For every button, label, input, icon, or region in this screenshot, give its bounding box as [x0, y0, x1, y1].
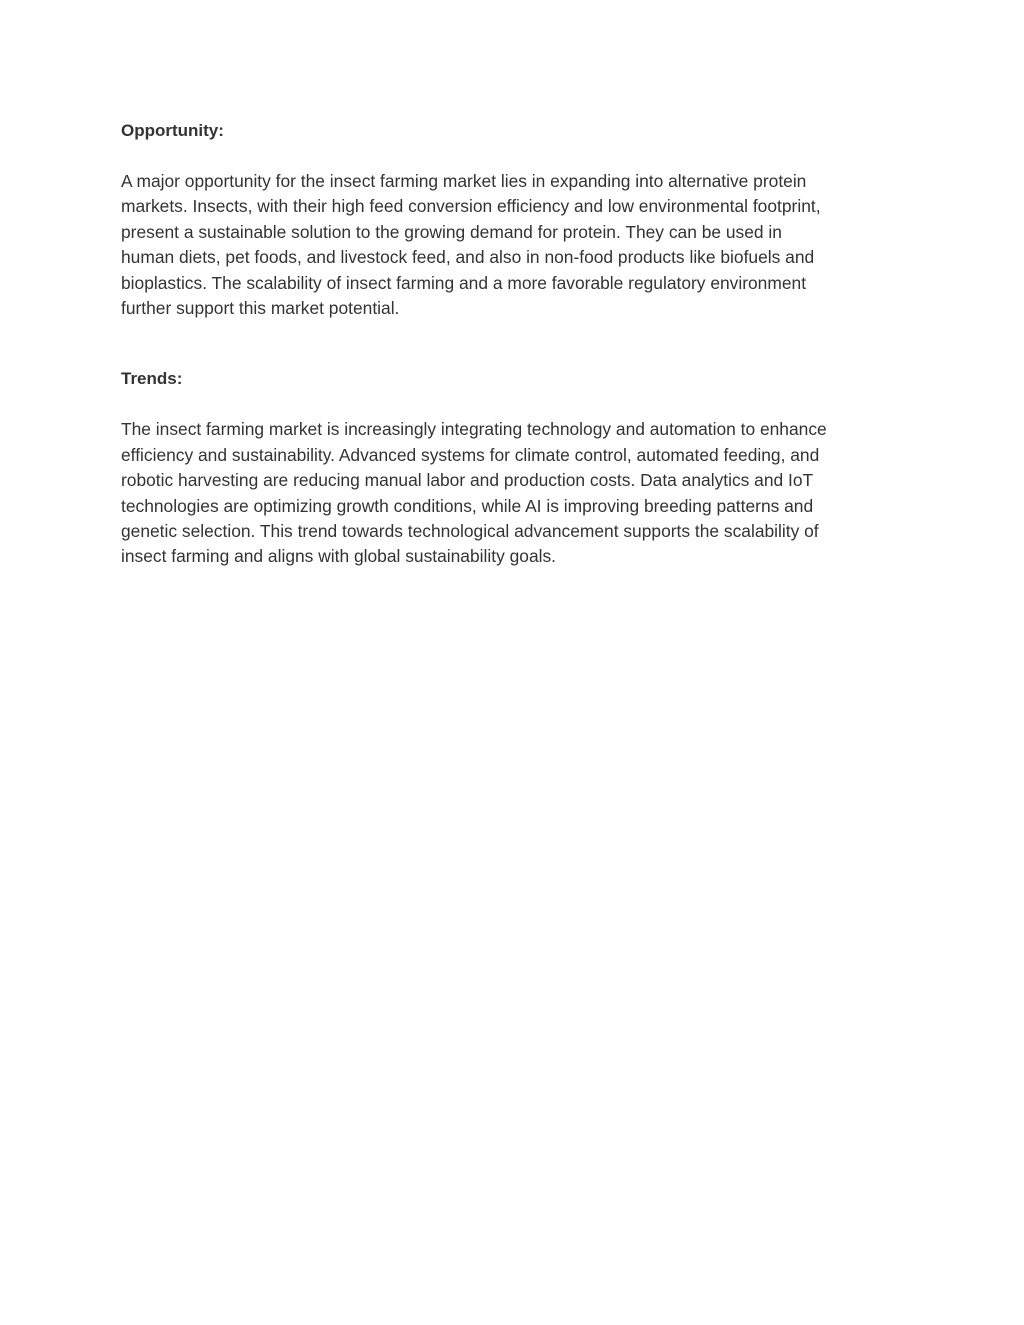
- document-content: [121, 118, 911, 570]
- section-trends: [121, 366, 911, 569]
- paragraph-line: insect farming and aligns with global sustainability goals.: [121, 546, 557, 567]
- paragraph-line: A major opportunity for the insect farming market lies in expanding into alternative protein: [121, 171, 807, 191]
- paragraph-line: human diets, pet foods, and livestock feed, and also in non-food products like biofuels and: [121, 247, 815, 268]
- section-opportunity: [121, 118, 911, 321]
- paragraph-line: present a sustainable solution to the growing demand for protein. They can be used in: [121, 221, 782, 242]
- paragraph-line: technologies are optimizing growth conditions, while AI is improving breeding patterns and: [121, 495, 814, 516]
- section-paragraph: [121, 169, 911, 321]
- section-heading: Opportunity:: [121, 121, 224, 140]
- paragraph-line: bioplastics. The scalability of insect farming and a more favorable regulatory environment: [121, 272, 807, 293]
- paragraph-line: markets. Insects, with their high feed conversion efficiency and low environmental footprint,: [121, 196, 821, 217]
- paragraph-line: further support this market potential.: [121, 298, 400, 319]
- paragraph-line: genetic selection. This trend towards technological advancement supports the scalability of: [121, 521, 819, 542]
- section-paragraph: [121, 417, 911, 569]
- section-heading: Trends:: [121, 369, 183, 389]
- paragraph-line: robotic harvesting are reducing manual labor and production costs. Data analytics and IoT: [121, 470, 814, 491]
- paragraph-line: efficiency and sustainability. Advanced systems for climate control, automated feeding, and: [121, 444, 820, 465]
- paragraph-line: The insect farming market is increasingly integrating technology and automation to enhance: [121, 419, 827, 440]
